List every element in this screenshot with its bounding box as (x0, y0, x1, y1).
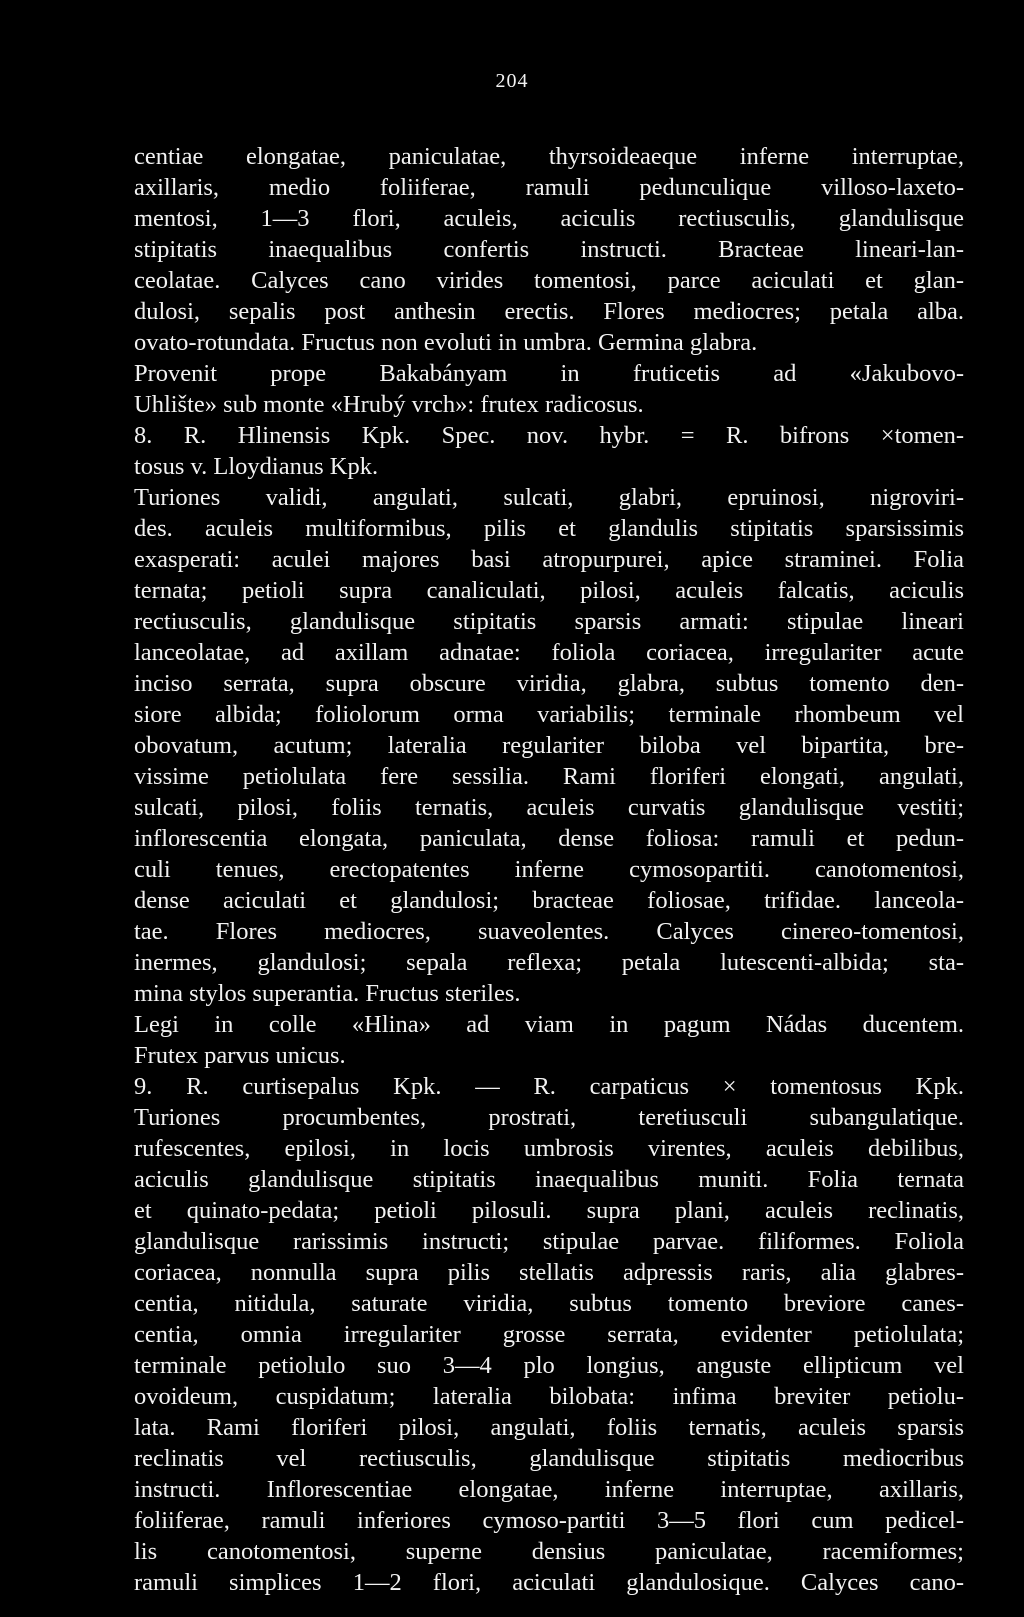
text-line: culi tenues, erectopatentes inferne cymosopartiti. canotomentosi, (134, 856, 964, 883)
text-line: rectiusculis, glandulisque stipitatis sparsis armati: stipulae lineari (134, 608, 964, 635)
text-line: sulcati, pilosi, foliis ternatis, aculeis curvatis glandulisque vestiti; (134, 794, 964, 821)
text-line: et quinato-pedata; petioli pilosuli. supra plani, aculeis reclinatis, (134, 1197, 964, 1224)
text-line: 8. R. Hlinensis Kpk. Spec. nov. hybr. = R. bifrons ×tomen- (134, 422, 964, 449)
text-line: ternata; petioli supra canaliculati, pilosi, aculeis falcatis, aciculis (134, 577, 964, 604)
text-line: glandulisque rarissimis instructi; stipulae parvae. filiformes. Foliola (134, 1228, 964, 1255)
text-line: coriacea, nonnulla supra pilis stellatis adpressis raris, alia glabres- (134, 1259, 964, 1286)
text-line: Frutex parvus unicus. (134, 1042, 346, 1069)
text-line: siore albida; foliolorum orma variabilis; terminale rhombeum vel (134, 701, 964, 728)
text-line: ovoideum, cuspidatum; lateralia bilobata: infima breviter petiolu- (134, 1383, 964, 1410)
text-line: des. aculeis multiformibus, pilis et glandulis stipitatis sparsissimis (134, 515, 964, 542)
text-line: inermes, glandulosi; sepala reflexa; petala lutescenti-albida; sta- (134, 949, 964, 976)
text-line: exasperati: aculei majores basi atropurpurei, apice straminei. Folia (134, 546, 964, 573)
text-line: foliiferae, ramuli inferiores cymoso-partiti 3—5 flori cum pedicel- (134, 1507, 964, 1534)
text-line: instructi. Inflorescentiae elongatae, inferne interruptae, axillaris, (134, 1476, 964, 1503)
text-line: inflorescentia elongata, paniculata, dense foliosa: ramuli et pedun- (134, 825, 964, 852)
text-line: ovato-rotundata. Fructus non evoluti in umbra. Germina glabra. (134, 329, 758, 356)
text-line: centiae elongatae, paniculatae, thyrsoideaeque inferne interruptae, (134, 143, 964, 170)
text-line: centia, omnia irregulariter grosse serrata, evidenter petiolulata; (134, 1321, 964, 1348)
text-line: mentosi, 1—3 flori, aculeis, aciculis rectiusculis, glandulisque (134, 205, 964, 232)
text-line: reclinatis vel rectiusculis, glandulisque stipitatis mediocribus (134, 1445, 964, 1472)
text-line: dulosi, sepalis post anthesin erectis. Flores mediocres; petala alba. (134, 298, 964, 325)
text-line: vissime petiolulata fere sessilia. Rami floriferi elongati, angulati, (134, 763, 964, 790)
text-line: Turiones validi, angulati, sulcati, glabri, epruinosi, nigroviri- (134, 484, 964, 511)
text-line: Provenit prope Bakabányam in fruticetis ad «Jakubovo- (134, 360, 964, 387)
text-line: inciso serrata, supra obscure viridia, glabra, subtus tomento den- (134, 670, 964, 697)
text-line: centia, nitidula, saturate viridia, subtus tomento breviore canes- (134, 1290, 964, 1317)
text-line: lanceolatae, ad axillam adnatae: foliola coriacea, irregulariter acute (134, 639, 964, 666)
text-line: terminale petiolulo suo 3—4 plo longius, anguste ellipticum vel (134, 1352, 964, 1379)
text-line: Turiones procumbentes, prostrati, teretiusculi subangulatique. (134, 1104, 964, 1131)
text-line: obovatum, acutum; lateralia regulariter biloba vel bipartita, bre- (134, 732, 964, 759)
text-line: lata. Rami floriferi pilosi, angulati, foliis ternatis, aculeis sparsis (134, 1414, 964, 1441)
text-line: lis canotomentosi, superne densius paniculatae, racemiformes; (134, 1538, 964, 1565)
text-line: ramuli simplices 1—2 flori, aciculati glandulosique. Calyces cano- (134, 1569, 964, 1596)
text-line: axillaris, medio foliiferae, ramuli pedunculique villoso-laxeto- (134, 174, 964, 201)
text-line: stipitatis inaequalibus confertis instructi. Bracteae lineari-lan- (134, 236, 964, 263)
text-line: mina stylos superantia. Fructus steriles. (134, 980, 521, 1007)
text-line: Uhlište» sub monte «Hrubý vrch»: frutex radicosus. (134, 391, 644, 418)
text-line: tae. Flores mediocres, suaveolentes. Calyces cinereo-tomentosi, (134, 918, 964, 945)
text-line: dense aciculati et glandulosi; bracteae foliosae, trifidae. lanceola- (134, 887, 964, 914)
text-line: rufescentes, epilosi, in locis umbrosis virentes, aculeis debilibus, (134, 1135, 964, 1162)
text-line: tosus v. Lloydianus Kpk. (134, 453, 379, 480)
text-line: 9. R. curtisepalus Kpk. — R. carpaticus × tomentosus Kpk. (134, 1073, 964, 1100)
text-line: aciculis glandulisque stipitatis inaequalibus muniti. Folia ternata (134, 1166, 964, 1193)
text-line: Legi in colle «Hlina» ad viam in pagum Nádas ducentem. (134, 1011, 964, 1038)
page-number: 204 (495, 70, 529, 92)
text-line: ceolatae. Calyces cano virides tomentosi, parce aciculati et glan- (134, 267, 964, 294)
